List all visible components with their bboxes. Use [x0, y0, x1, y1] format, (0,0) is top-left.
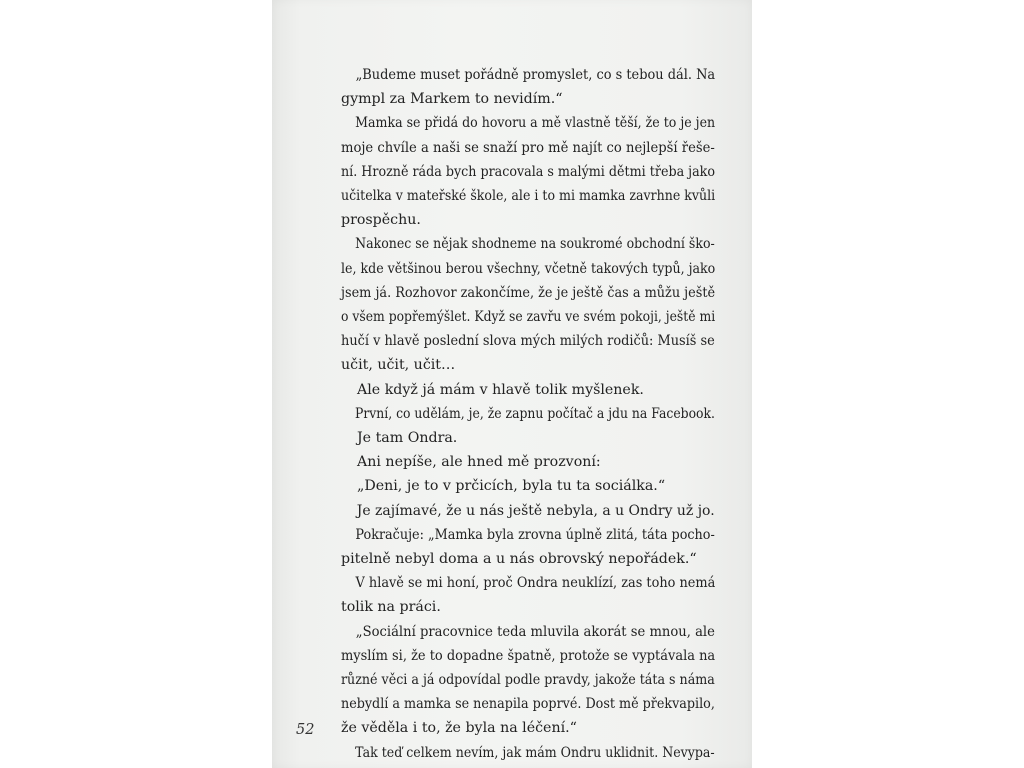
- text-line: prospěchu.: [341, 212, 421, 229]
- text-line: Tak teď celkem nevím, jak mám Ondru uklidnit. Nevypa-: [355, 744, 715, 761]
- text-line: le, kde většinou berou všechny, včetně takových typů, jako: [341, 260, 716, 277]
- text-line: že věděla i to, že byla na léčení.“: [341, 720, 577, 737]
- text-line: hučí v hlavě poslední slova mých milých rodičů: Musíš se: [341, 333, 715, 350]
- text-line: V hlavě se mi honí, proč Ondra neuklízí, zas toho nemá: [355, 575, 716, 592]
- text-line: nebydlí a mamka se nenapila poprvé. Dost mě překvapilo,: [341, 696, 715, 713]
- body-text: [341, 63, 715, 765]
- text-line: jsem já. Rozhovor zakončíme, že je ještě čas a můžu ještě: [341, 284, 716, 301]
- text-line: „Budeme muset pořádně promyslet, co s tebou dál. Na: [355, 67, 716, 83]
- text-line: myslím si, že to dopadne špatně, protože se vyptávala na: [341, 647, 716, 664]
- text-line: Je tam Ondra.: [357, 430, 458, 447]
- text-line: Ale když já mám v hlavě tolik myšlenek.: [357, 381, 644, 398]
- text-line: učitelka v mateřské škole, ale i to mi mamka zavrhne kvůli: [341, 188, 716, 205]
- text-line: „Sociální pracovnice teda mluvila akorát se mnou, ale: [355, 623, 715, 640]
- text-line: Ani nepíše, ale hned mě prozvoní:: [357, 454, 601, 471]
- text-line: Mamka se přidá do hovoru a mě vlastně těší, že to je jen: [355, 115, 716, 132]
- text-line: tolik na práci.: [341, 599, 441, 616]
- book-page: [272, 0, 752, 768]
- text-line: o všem popřemýšlet. Když se zavřu ve svém pokoji, ještě mi: [341, 309, 716, 326]
- text-line: pitelně nebyl doma a u nás obrovský nepořádek.“: [341, 551, 697, 568]
- text-line: Je zajímavé, že u nás ještě nebyla, a u Ondry už jo.: [356, 502, 715, 519]
- text-line: různé věci a já odpovídal podle pravdy, jakože táta s náma: [341, 672, 715, 689]
- text-line: gympl za Markem to nevidím.“: [341, 91, 563, 108]
- text-line: ní. Hrozně ráda bych pracovala s malými dětmi třeba jako: [341, 163, 716, 180]
- text-line: První, co udělám, je, že zapnu počítač a jdu na Facebook.: [354, 405, 715, 422]
- text-line: učit, učit, učit…: [341, 357, 456, 374]
- text-line: Nakonec se nějak shodneme na soukromé obchodní ško-: [355, 236, 715, 253]
- text-line: Pokračuje: „Mamka byla zrovna úplně zlitá, táta pocho-: [355, 526, 715, 543]
- page-number: 52: [296, 722, 315, 738]
- text-line: moje chvíle a naši se snaží pro mě najít co nejlepší řeše-: [341, 139, 715, 156]
- text-line: „Deni, je to v prčicích, byla tu ta sociálka.“: [357, 478, 666, 495]
